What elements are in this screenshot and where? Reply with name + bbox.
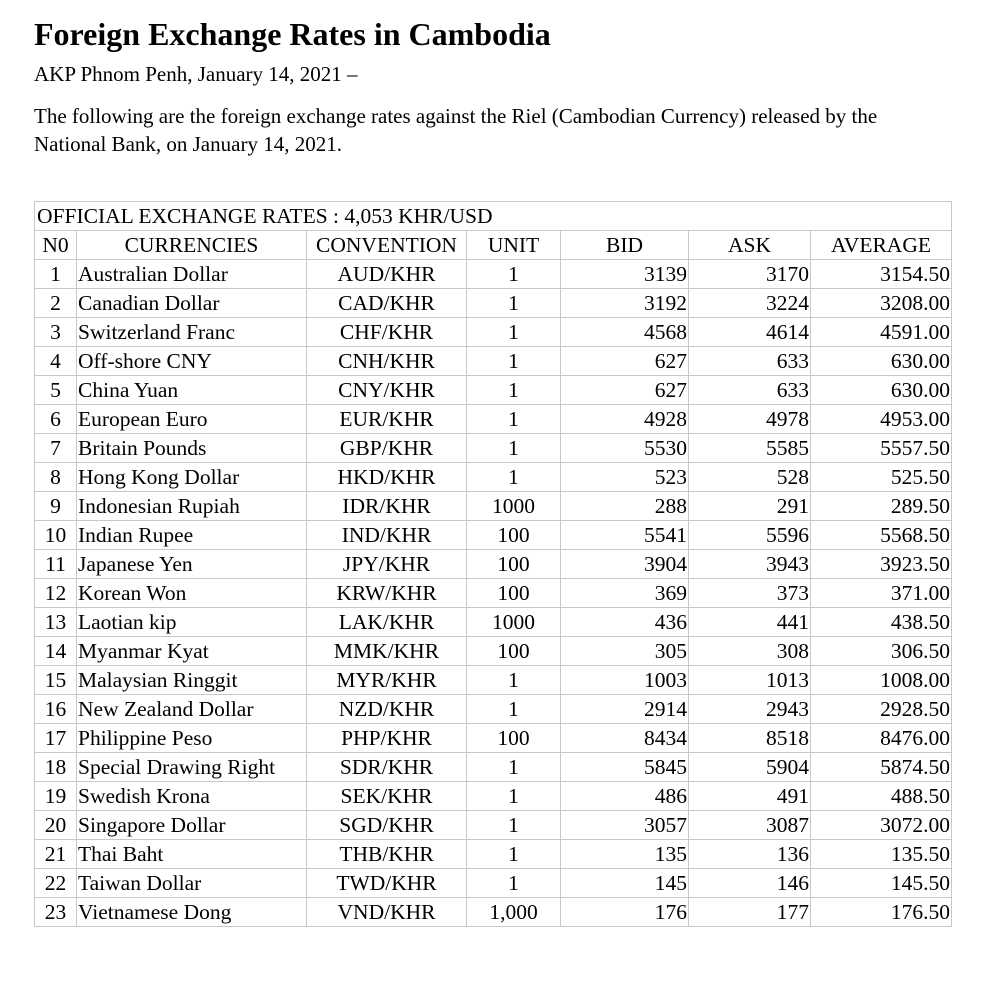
table-row — [35, 318, 952, 347]
average-rate: 5874.50 — [811, 753, 952, 782]
currency-name: China Yuan — [77, 376, 307, 405]
bid-rate: 3139 — [561, 260, 689, 289]
table-row — [35, 695, 952, 724]
average-rate: 5568.50 — [811, 521, 952, 550]
currency-unit: 100 — [467, 724, 561, 753]
currency-unit: 1,000 — [467, 898, 561, 927]
currency-unit: 1 — [467, 463, 561, 492]
currency-convention: IDR/KHR — [307, 492, 467, 521]
average-rate: 438.50 — [811, 608, 952, 637]
header-ask: ASK — [689, 231, 811, 260]
rate-rows — [35, 260, 952, 927]
currency-name: Philippine Peso — [77, 724, 307, 753]
row-number: 12 — [35, 579, 77, 608]
header-unit: UNIT — [467, 231, 561, 260]
bid-rate: 3192 — [561, 289, 689, 318]
currency-convention: PHP/KHR — [307, 724, 467, 753]
table-row — [35, 724, 952, 753]
header-row — [35, 231, 952, 260]
average-rate: 4953.00 — [811, 405, 952, 434]
currency-unit: 1 — [467, 753, 561, 782]
bid-rate: 3904 — [561, 550, 689, 579]
currency-convention: HKD/KHR — [307, 463, 467, 492]
ask-rate: 4978 — [689, 405, 811, 434]
average-rate: 488.50 — [811, 782, 952, 811]
bid-rate: 3057 — [561, 811, 689, 840]
ask-rate: 633 — [689, 347, 811, 376]
currency-unit: 100 — [467, 637, 561, 666]
currency-unit: 1 — [467, 869, 561, 898]
average-rate: 525.50 — [811, 463, 952, 492]
row-number: 5 — [35, 376, 77, 405]
page-title: Foreign Exchange Rates in Cambodia — [34, 16, 551, 52]
table-row — [35, 637, 952, 666]
row-number: 1 — [35, 260, 77, 289]
currency-unit: 1 — [467, 376, 561, 405]
table-row — [35, 434, 952, 463]
dateline: AKP Phnom Penh, January 14, 2021 – — [34, 62, 358, 86]
ask-rate: 291 — [689, 492, 811, 521]
bid-rate: 369 — [561, 579, 689, 608]
table-row — [35, 869, 952, 898]
currency-unit: 1000 — [467, 492, 561, 521]
ask-rate: 3170 — [689, 260, 811, 289]
currency-name: Hong Kong Dollar — [77, 463, 307, 492]
table-row — [35, 550, 952, 579]
ask-rate: 3224 — [689, 289, 811, 318]
ask-rate: 441 — [689, 608, 811, 637]
currency-name: Laotian kip — [77, 608, 307, 637]
currency-name: Indonesian Rupiah — [77, 492, 307, 521]
average-rate: 8476.00 — [811, 724, 952, 753]
table-row — [35, 492, 952, 521]
ask-rate: 491 — [689, 782, 811, 811]
currency-unit: 1 — [467, 405, 561, 434]
table-row — [35, 347, 952, 376]
currency-name: Singapore Dollar — [77, 811, 307, 840]
table-row — [35, 840, 952, 869]
table-row — [35, 260, 952, 289]
ask-rate: 3943 — [689, 550, 811, 579]
currency-unit: 1 — [467, 434, 561, 463]
row-number: 8 — [35, 463, 77, 492]
currency-convention: CAD/KHR — [307, 289, 467, 318]
row-number: 22 — [35, 869, 77, 898]
average-rate: 289.50 — [811, 492, 952, 521]
currency-convention: MMK/KHR — [307, 637, 467, 666]
bid-rate: 5541 — [561, 521, 689, 550]
table-row — [35, 521, 952, 550]
ask-rate: 8518 — [689, 724, 811, 753]
currency-unit: 100 — [467, 579, 561, 608]
currency-convention: NZD/KHR — [307, 695, 467, 724]
ask-rate: 633 — [689, 376, 811, 405]
row-number: 17 — [35, 724, 77, 753]
currency-unit: 100 — [467, 521, 561, 550]
ask-rate: 1013 — [689, 666, 811, 695]
currency-unit: 1 — [467, 840, 561, 869]
bid-rate: 1003 — [561, 666, 689, 695]
average-rate: 5557.50 — [811, 434, 952, 463]
bid-rate: 523 — [561, 463, 689, 492]
ask-rate: 528 — [689, 463, 811, 492]
average-rate: 145.50 — [811, 869, 952, 898]
currency-convention: KRW/KHR — [307, 579, 467, 608]
row-number: 3 — [35, 318, 77, 347]
bid-rate: 2914 — [561, 695, 689, 724]
currency-convention: VND/KHR — [307, 898, 467, 927]
currency-unit: 1000 — [467, 608, 561, 637]
currency-name: Myanmar Kyat — [77, 637, 307, 666]
currency-name: Vietnamese Dong — [77, 898, 307, 927]
row-number: 21 — [35, 840, 77, 869]
bid-rate: 627 — [561, 347, 689, 376]
average-rate: 3072.00 — [811, 811, 952, 840]
currency-name: Thai Baht — [77, 840, 307, 869]
ask-rate: 136 — [689, 840, 811, 869]
header-bid: BID — [561, 231, 689, 260]
currency-unit: 1 — [467, 347, 561, 376]
currency-name: Switzerland Franc — [77, 318, 307, 347]
currency-convention: JPY/KHR — [307, 550, 467, 579]
table-row — [35, 376, 952, 405]
bid-rate: 5530 — [561, 434, 689, 463]
bid-rate: 627 — [561, 376, 689, 405]
currency-convention: MYR/KHR — [307, 666, 467, 695]
average-rate: 135.50 — [811, 840, 952, 869]
row-number: 4 — [35, 347, 77, 376]
currency-name: Swedish Krona — [77, 782, 307, 811]
average-rate: 371.00 — [811, 579, 952, 608]
currency-unit: 1 — [467, 260, 561, 289]
row-number: 18 — [35, 753, 77, 782]
header-convention: CONVENTION — [307, 231, 467, 260]
currency-name: Special Drawing Right — [77, 753, 307, 782]
ask-rate: 308 — [689, 637, 811, 666]
bid-rate: 135 — [561, 840, 689, 869]
row-number: 14 — [35, 637, 77, 666]
bid-rate: 486 — [561, 782, 689, 811]
row-number: 6 — [35, 405, 77, 434]
currency-name: New Zealand Dollar — [77, 695, 307, 724]
row-number: 9 — [35, 492, 77, 521]
row-number: 16 — [35, 695, 77, 724]
currency-name: European Euro — [77, 405, 307, 434]
average-rate: 3923.50 — [811, 550, 952, 579]
row-number: 11 — [35, 550, 77, 579]
row-number: 2 — [35, 289, 77, 318]
ask-rate: 5585 — [689, 434, 811, 463]
bid-rate: 176 — [561, 898, 689, 927]
average-rate: 306.50 — [811, 637, 952, 666]
table-row — [35, 608, 952, 637]
currency-convention: GBP/KHR — [307, 434, 467, 463]
average-rate: 1008.00 — [811, 666, 952, 695]
currency-name: Indian Rupee — [77, 521, 307, 550]
header-currencies: CURRENCIES — [77, 231, 307, 260]
currency-unit: 1 — [467, 695, 561, 724]
row-number: 19 — [35, 782, 77, 811]
ask-rate: 4614 — [689, 318, 811, 347]
ask-rate: 373 — [689, 579, 811, 608]
ask-rate: 2943 — [689, 695, 811, 724]
currency-name: Britain Pounds — [77, 434, 307, 463]
currency-unit: 1 — [467, 811, 561, 840]
currency-name: Canadian Dollar — [77, 289, 307, 318]
currency-convention: SDR/KHR — [307, 753, 467, 782]
table-row — [35, 666, 952, 695]
article — [34, 14, 954, 924]
intro-paragraph: The following are the foreign exchange rates against the Riel (Cambodian Currency) released by the National Bank, on January 14, 2021. — [34, 104, 878, 156]
currency-name: Australian Dollar — [77, 260, 307, 289]
currency-convention: EUR/KHR — [307, 405, 467, 434]
average-rate: 2928.50 — [811, 695, 952, 724]
currency-unit: 100 — [467, 550, 561, 579]
bid-rate: 436 — [561, 608, 689, 637]
currency-convention: SGD/KHR — [307, 811, 467, 840]
bid-rate: 8434 — [561, 724, 689, 753]
currency-name: Malaysian Ringgit — [77, 666, 307, 695]
currency-name: Japanese Yen — [77, 550, 307, 579]
currency-convention: THB/KHR — [307, 840, 467, 869]
currency-convention: IND/KHR — [307, 521, 467, 550]
currency-convention: CNY/KHR — [307, 376, 467, 405]
table-row — [35, 463, 952, 492]
average-rate: 176.50 — [811, 898, 952, 927]
currency-unit: 1 — [467, 782, 561, 811]
row-number: 15 — [35, 666, 77, 695]
currency-name: Korean Won — [77, 579, 307, 608]
table-row — [35, 782, 952, 811]
currency-convention: AUD/KHR — [307, 260, 467, 289]
ask-rate: 146 — [689, 869, 811, 898]
official-rate-label: OFFICIAL EXCHANGE RATES : 4,053 KHR/USD — [35, 202, 952, 231]
currency-convention: SEK/KHR — [307, 782, 467, 811]
row-number: 20 — [35, 811, 77, 840]
ask-rate: 177 — [689, 898, 811, 927]
row-number: 13 — [35, 608, 77, 637]
currency-unit: 1 — [467, 289, 561, 318]
table-row — [35, 811, 952, 840]
currency-convention: LAK/KHR — [307, 608, 467, 637]
currency-name: Off-shore CNY — [77, 347, 307, 376]
bid-rate: 4928 — [561, 405, 689, 434]
bid-rate: 288 — [561, 492, 689, 521]
currency-convention: CHF/KHR — [307, 318, 467, 347]
table-row — [35, 898, 952, 927]
ask-rate: 3087 — [689, 811, 811, 840]
currency-unit: 1 — [467, 666, 561, 695]
exchange-rates-table — [34, 201, 952, 927]
row-number: 23 — [35, 898, 77, 927]
table-row — [35, 579, 952, 608]
bid-rate: 145 — [561, 869, 689, 898]
average-rate: 3208.00 — [811, 289, 952, 318]
currency-convention: TWD/KHR — [307, 869, 467, 898]
average-rate: 630.00 — [811, 347, 952, 376]
row-number: 7 — [35, 434, 77, 463]
average-rate: 3154.50 — [811, 260, 952, 289]
average-rate: 630.00 — [811, 376, 952, 405]
bid-rate: 4568 — [561, 318, 689, 347]
header-no: N0 — [35, 231, 77, 260]
table-row — [35, 405, 952, 434]
currency-unit: 1 — [467, 318, 561, 347]
ask-rate: 5596 — [689, 521, 811, 550]
ask-rate: 5904 — [689, 753, 811, 782]
row-number: 10 — [35, 521, 77, 550]
currency-convention: CNH/KHR — [307, 347, 467, 376]
header-average: AVERAGE — [811, 231, 952, 260]
currency-name: Taiwan Dollar — [77, 869, 307, 898]
bid-rate: 5845 — [561, 753, 689, 782]
table-row — [35, 753, 952, 782]
official-rate-row — [35, 202, 952, 231]
bid-rate: 305 — [561, 637, 689, 666]
average-rate: 4591.00 — [811, 318, 952, 347]
table-row — [35, 289, 952, 318]
